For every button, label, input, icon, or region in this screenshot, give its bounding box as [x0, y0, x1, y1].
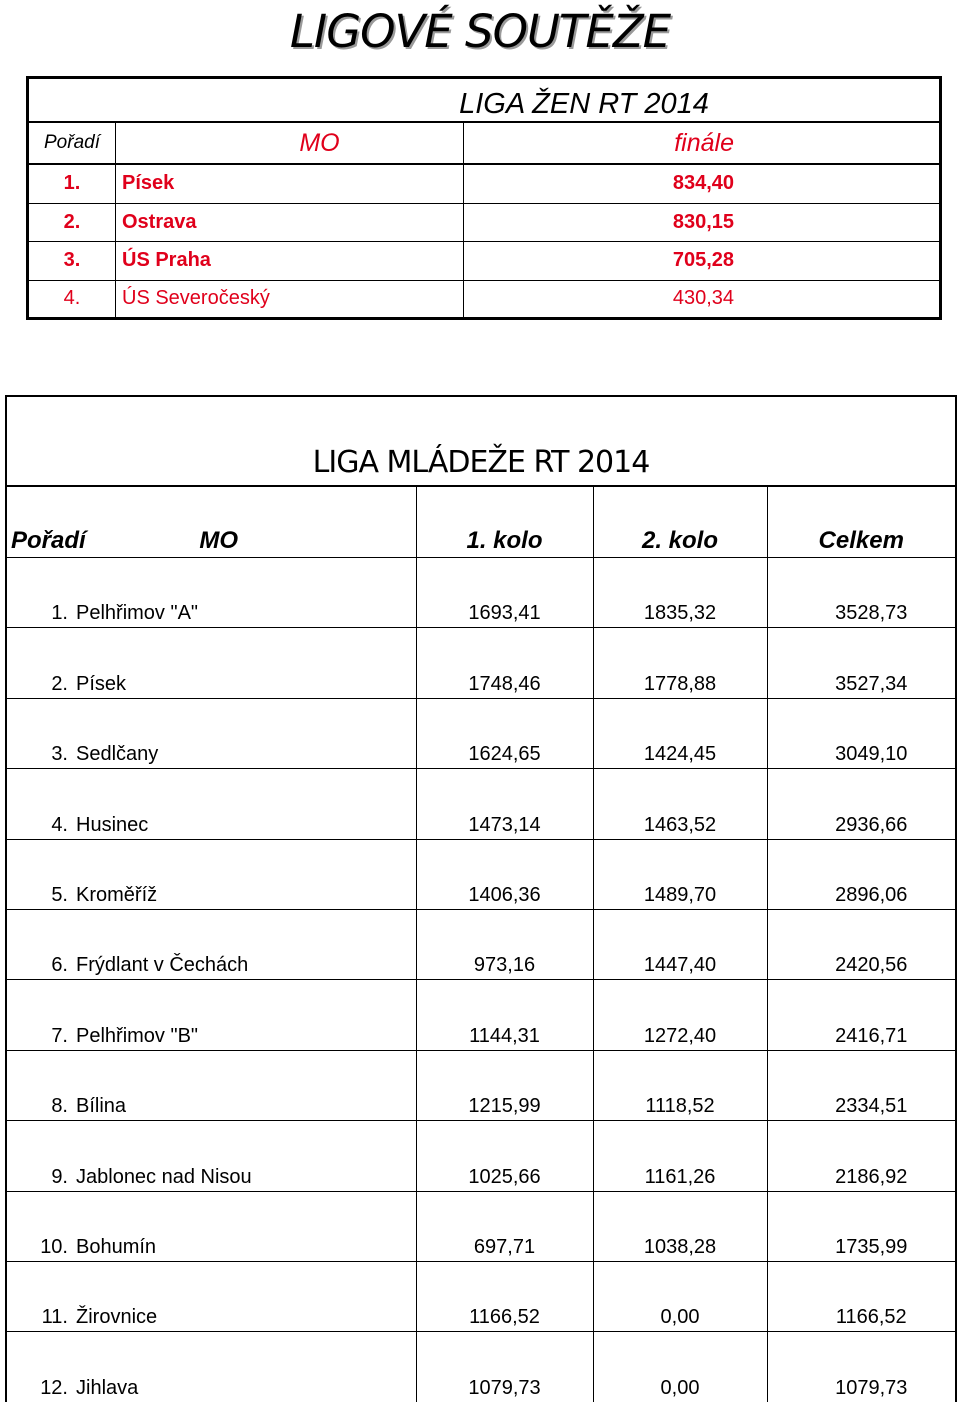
mladez-rank: 4. — [6, 769, 72, 839]
mladez-rank: 12. — [6, 1332, 72, 1402]
zen-rank: 1. — [28, 164, 116, 203]
zen-row — [28, 280, 941, 318]
zen-final: 834,40 — [464, 164, 941, 203]
mladez-kolo2: 1463,52 — [593, 769, 767, 839]
zen-mo: ÚS Praha — [116, 242, 464, 281]
mladez-total: 3528,73 — [767, 558, 956, 628]
mladez-kolo1: 1748,46 — [416, 628, 593, 698]
mladez-mo: Pelhřimov "B" — [72, 980, 416, 1050]
liga-zen-title: LIGA ŽEN RT 2014 — [459, 88, 709, 120]
mladez-kolo2: 1272,40 — [593, 980, 767, 1050]
page-title: LIGOVÉ SOUTĚŽE — [289, 5, 671, 58]
mladez-kolo1: 697,71 — [416, 1191, 593, 1261]
mladez-mo: Žirovnice — [72, 1261, 416, 1331]
mladez-mo: Bohumín — [72, 1191, 416, 1261]
mladez-kolo1: 973,16 — [416, 909, 593, 979]
mladez-mo: Jihlava — [72, 1332, 416, 1402]
mladez-kolo2: 0,00 — [593, 1332, 767, 1402]
mladez-header-total: Celkem — [767, 486, 956, 558]
mladez-kolo1: 1215,99 — [416, 1050, 593, 1120]
mladez-kolo2: 0,00 — [593, 1261, 767, 1331]
mladez-row — [6, 698, 956, 768]
zen-header-rank: Pořadí — [28, 122, 116, 164]
mladez-kolo1: 1693,41 — [416, 558, 593, 628]
mladez-total: 2936,66 — [767, 769, 956, 839]
liga-mladeze-title: LIGA MLÁDEŽE RT 2014 — [312, 445, 650, 480]
mladez-rank: 6. — [6, 909, 72, 979]
mladez-rank: 2. — [6, 628, 72, 698]
zen-rank: 3. — [28, 242, 116, 281]
mladez-kolo2: 1447,40 — [593, 909, 767, 979]
zen-mo: Ostrava — [116, 203, 464, 242]
mladez-mo: Pelhřimov "A" — [72, 558, 416, 628]
zen-final: 830,15 — [464, 203, 941, 242]
mladez-row — [6, 980, 956, 1050]
mladez-row — [6, 1332, 956, 1402]
mladez-rank: 3. — [6, 698, 72, 768]
mladez-total: 1079,73 — [767, 1332, 956, 1402]
mladez-total: 2420,56 — [767, 909, 956, 979]
mladez-header-kolo1: 1. kolo — [416, 486, 593, 558]
mladez-rank: 11. — [6, 1261, 72, 1331]
mladez-row — [6, 839, 956, 909]
mladez-row — [6, 1191, 956, 1261]
liga-zen-table — [26, 76, 942, 320]
mladez-row — [6, 628, 956, 698]
mladez-rank: 8. — [6, 1050, 72, 1120]
zen-mo: ÚS Severočeský — [116, 280, 464, 318]
zen-rank: 2. — [28, 203, 116, 242]
zen-header-final: finále — [464, 122, 941, 164]
mladez-row — [6, 1121, 956, 1191]
mladez-header-rank: Pořadí — [6, 486, 72, 558]
mladez-kolo1: 1166,52 — [416, 1261, 593, 1331]
mladez-rank: 5. — [6, 839, 72, 909]
mladez-row — [6, 1050, 956, 1120]
mladez-kolo2: 1118,52 — [593, 1050, 767, 1120]
liga-mladeze-table — [5, 395, 957, 1402]
mladez-kolo2: 1778,88 — [593, 628, 767, 698]
mladez-row — [6, 1261, 956, 1331]
mladez-header-mo: MO — [72, 486, 416, 558]
zen-row — [28, 164, 941, 203]
zen-final: 430,34 — [464, 280, 941, 318]
mladez-row — [6, 909, 956, 979]
mladez-total: 2416,71 — [767, 980, 956, 1050]
zen-mo: Písek — [116, 164, 464, 203]
mladez-mo: Kroměříž — [72, 839, 416, 909]
zen-final: 705,28 — [464, 242, 941, 281]
zen-row — [28, 242, 941, 281]
zen-header-mo: MO — [116, 122, 464, 164]
mladez-total: 1735,99 — [767, 1191, 956, 1261]
mladez-kolo2: 1489,70 — [593, 839, 767, 909]
mladez-kolo1: 1025,66 — [416, 1121, 593, 1191]
mladez-mo: Sedlčany — [72, 698, 416, 768]
mladez-mo: Písek — [72, 628, 416, 698]
mladez-total: 3049,10 — [767, 698, 956, 768]
mladez-kolo1: 1624,65 — [416, 698, 593, 768]
mladez-total: 1166,52 — [767, 1261, 956, 1331]
mladez-total: 3527,34 — [767, 628, 956, 698]
mladez-kolo1: 1079,73 — [416, 1332, 593, 1402]
mladez-total: 2186,92 — [767, 1121, 956, 1191]
mladez-total: 2896,06 — [767, 839, 956, 909]
mladez-rank: 1. — [6, 558, 72, 628]
mladez-kolo1: 1144,31 — [416, 980, 593, 1050]
mladez-rank: 10. — [6, 1191, 72, 1261]
mladez-kolo2: 1161,26 — [593, 1121, 767, 1191]
mladez-total: 2334,51 — [767, 1050, 956, 1120]
zen-row — [28, 203, 941, 242]
mladez-kolo2: 1038,28 — [593, 1191, 767, 1261]
mladez-rank: 9. — [6, 1121, 72, 1191]
mladez-mo: Husinec — [72, 769, 416, 839]
mladez-mo: Bílina — [72, 1050, 416, 1120]
mladez-row — [6, 769, 956, 839]
mladez-kolo1: 1473,14 — [416, 769, 593, 839]
mladez-kolo2: 1835,32 — [593, 558, 767, 628]
mladez-rank: 7. — [6, 980, 72, 1050]
mladez-header-kolo2: 2. kolo — [593, 486, 767, 558]
mladez-kolo2: 1424,45 — [593, 698, 767, 768]
mladez-mo: Frýdlant v Čechách — [72, 909, 416, 979]
mladez-row — [6, 558, 956, 628]
zen-rank: 4. — [28, 280, 116, 318]
mladez-mo: Jablonec nad Nisou — [72, 1121, 416, 1191]
mladez-kolo1: 1406,36 — [416, 839, 593, 909]
